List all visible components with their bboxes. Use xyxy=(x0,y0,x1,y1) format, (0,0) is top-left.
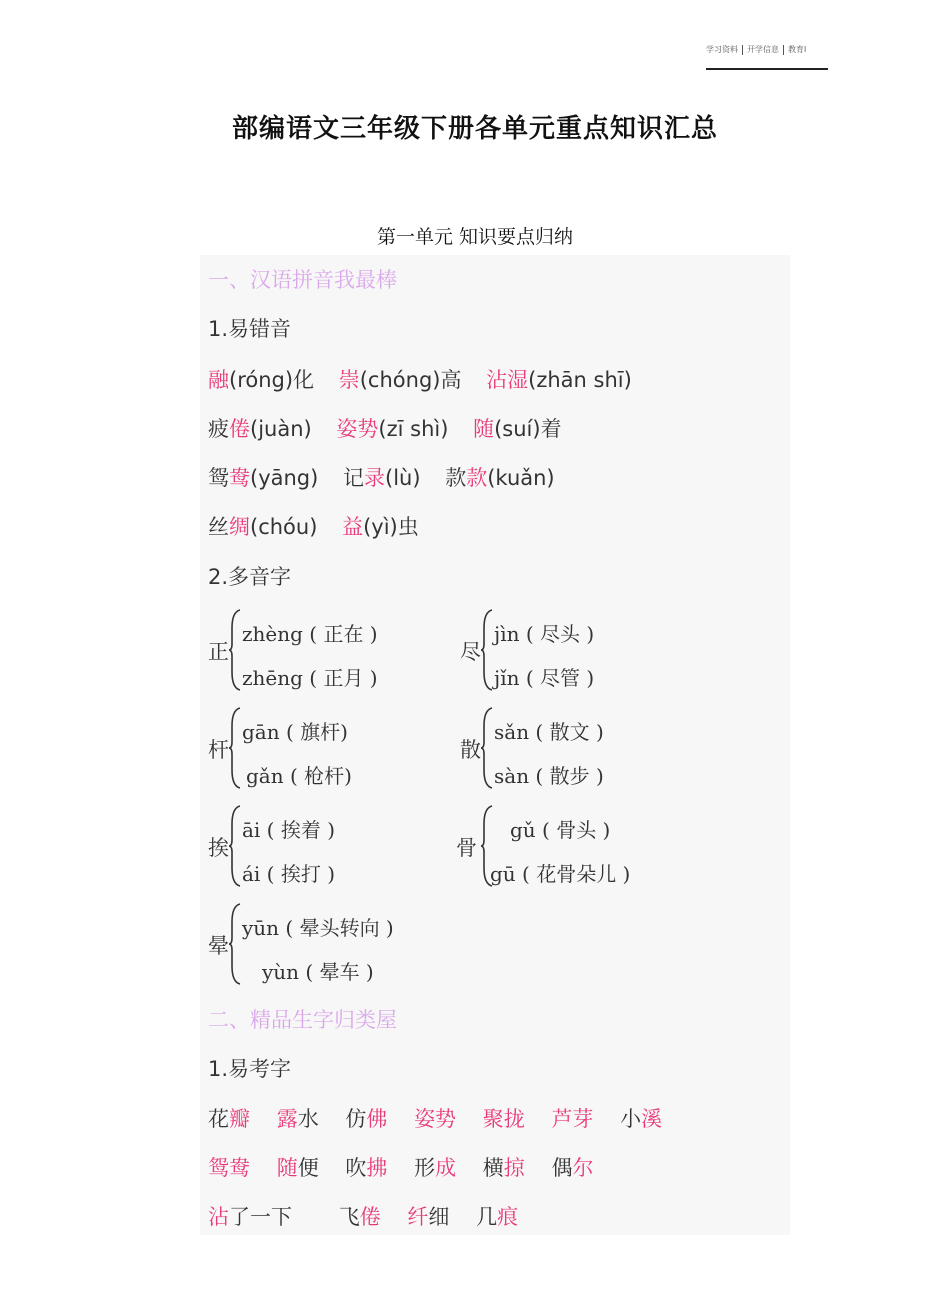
polyphone-reading: zhēng ( 正月 ) xyxy=(242,666,378,690)
word-item: 沾了一下 xyxy=(208,1205,292,1229)
word-item: 形成 xyxy=(414,1156,457,1180)
pinyin-item: 姿势(zī shì) xyxy=(336,417,449,441)
pinyin-row xyxy=(208,413,580,443)
word-item: 偶尔 xyxy=(551,1156,594,1180)
unit-title: 第一单元 知识要点归纳 xyxy=(376,226,574,248)
brace-icon xyxy=(228,608,242,692)
word-item: 芦芽 xyxy=(551,1107,594,1131)
page-title: 部编语文三年级下册各单元重点知识汇总 xyxy=(231,114,718,144)
polyphone-entry xyxy=(456,802,686,892)
subsection-title: 2.多音字 xyxy=(208,565,292,589)
polyphone-reading: jǐn ( 尽管 ) xyxy=(494,666,595,690)
header-item: 开学信息 xyxy=(747,45,779,54)
header-item: 教育l xyxy=(788,45,807,54)
polyphone-entry xyxy=(208,802,428,892)
polyphone-reading: jìn ( 尽头 ) xyxy=(494,622,595,646)
brace-icon xyxy=(228,902,242,986)
header-item: 学习资料 xyxy=(706,45,738,54)
pinyin-item: 沾湿(zhān shī) xyxy=(486,368,632,392)
polyphone-char: 正 xyxy=(208,640,229,664)
polyphone-reading: āi ( 挨着 ) xyxy=(242,818,335,842)
brace-icon xyxy=(480,608,494,692)
word-item: 露水 xyxy=(276,1107,319,1131)
subsection-title: 1.易考字 xyxy=(208,1057,292,1081)
pinyin-item: 记录(lù) xyxy=(343,466,421,490)
polyphone-reading: gān ( 旗杆) xyxy=(242,720,348,744)
polyphone-reading: sàn ( 散步 ) xyxy=(494,764,604,788)
polyphone-char: 挨 xyxy=(208,836,229,860)
page-header xyxy=(706,44,828,55)
word-item: 仿佛 xyxy=(345,1107,388,1131)
brace-icon xyxy=(228,706,242,790)
polyphone-char: 杆 xyxy=(208,738,229,762)
pinyin-item: 疲倦(juàn) xyxy=(208,417,312,441)
word-item: 花瓣 xyxy=(208,1107,250,1131)
polyphone-entry xyxy=(460,606,680,696)
header-rule xyxy=(706,68,828,70)
section-heading: 二、精品生字归类屋 xyxy=(208,1008,397,1032)
word-item: 鸳鸯 xyxy=(208,1156,250,1180)
polyphone-reading: gǔ ( 骨头 ) xyxy=(510,818,611,842)
word-item: 姿势 xyxy=(414,1107,457,1131)
subsection-title: 1.易错音 xyxy=(208,317,292,341)
word-row xyxy=(208,1152,613,1182)
pinyin-item: 款款(kuǎn) xyxy=(445,466,555,490)
word-item: 小溪 xyxy=(620,1107,663,1131)
header-divider xyxy=(742,45,743,55)
polyphone-reading: zhèng ( 正在 ) xyxy=(242,622,378,646)
polyphone-char: 散 xyxy=(460,738,481,762)
word-item: 吹拂 xyxy=(345,1156,388,1180)
polyphone-entry xyxy=(208,606,428,696)
polyphone-reading: gǎn ( 枪杆) xyxy=(246,764,352,788)
polyphone-entry xyxy=(208,900,448,990)
header-divider xyxy=(783,45,784,55)
pinyin-row xyxy=(208,364,650,394)
word-item: 飞倦 xyxy=(338,1205,381,1229)
pinyin-item: 随(suí)着 xyxy=(473,417,562,441)
polyphone-char: 晕 xyxy=(208,934,229,958)
polyphone-reading: yùn ( 晕车 ) xyxy=(262,960,374,984)
polyphone-entry xyxy=(208,704,428,794)
pinyin-item: 丝绸(chóu) xyxy=(208,515,318,539)
pinyin-item: 融(róng)化 xyxy=(208,368,315,392)
polyphone-entry xyxy=(460,704,680,794)
polyphone-char: 骨 xyxy=(456,836,477,860)
word-item: 聚拢 xyxy=(482,1107,525,1131)
word-item: 随便 xyxy=(276,1156,319,1180)
brace-icon xyxy=(480,706,494,790)
word-item: 几痕 xyxy=(476,1205,519,1229)
polyphone-reading: sǎn ( 散文 ) xyxy=(494,720,604,744)
word-item: 横掠 xyxy=(482,1156,525,1180)
pinyin-item: 益(yì)虫 xyxy=(342,515,419,539)
word-row xyxy=(208,1103,682,1133)
word-row xyxy=(208,1201,538,1231)
polyphone-char: 尽 xyxy=(460,640,481,664)
pinyin-row xyxy=(208,511,437,541)
polyphone-reading: gū ( 花骨朵儿 ) xyxy=(490,862,631,886)
word-item: 纤细 xyxy=(407,1205,450,1229)
pinyin-item: 鸳鸯(yāng) xyxy=(208,466,319,490)
pinyin-row xyxy=(208,462,573,492)
brace-icon xyxy=(228,804,242,888)
polyphone-reading: ái ( 挨打 ) xyxy=(242,862,335,886)
polyphone-reading: yūn ( 晕头转向 ) xyxy=(242,916,394,940)
pinyin-item: 崇(chóng)高 xyxy=(338,368,462,392)
section-heading: 一、汉语拼音我最棒 xyxy=(208,268,397,292)
